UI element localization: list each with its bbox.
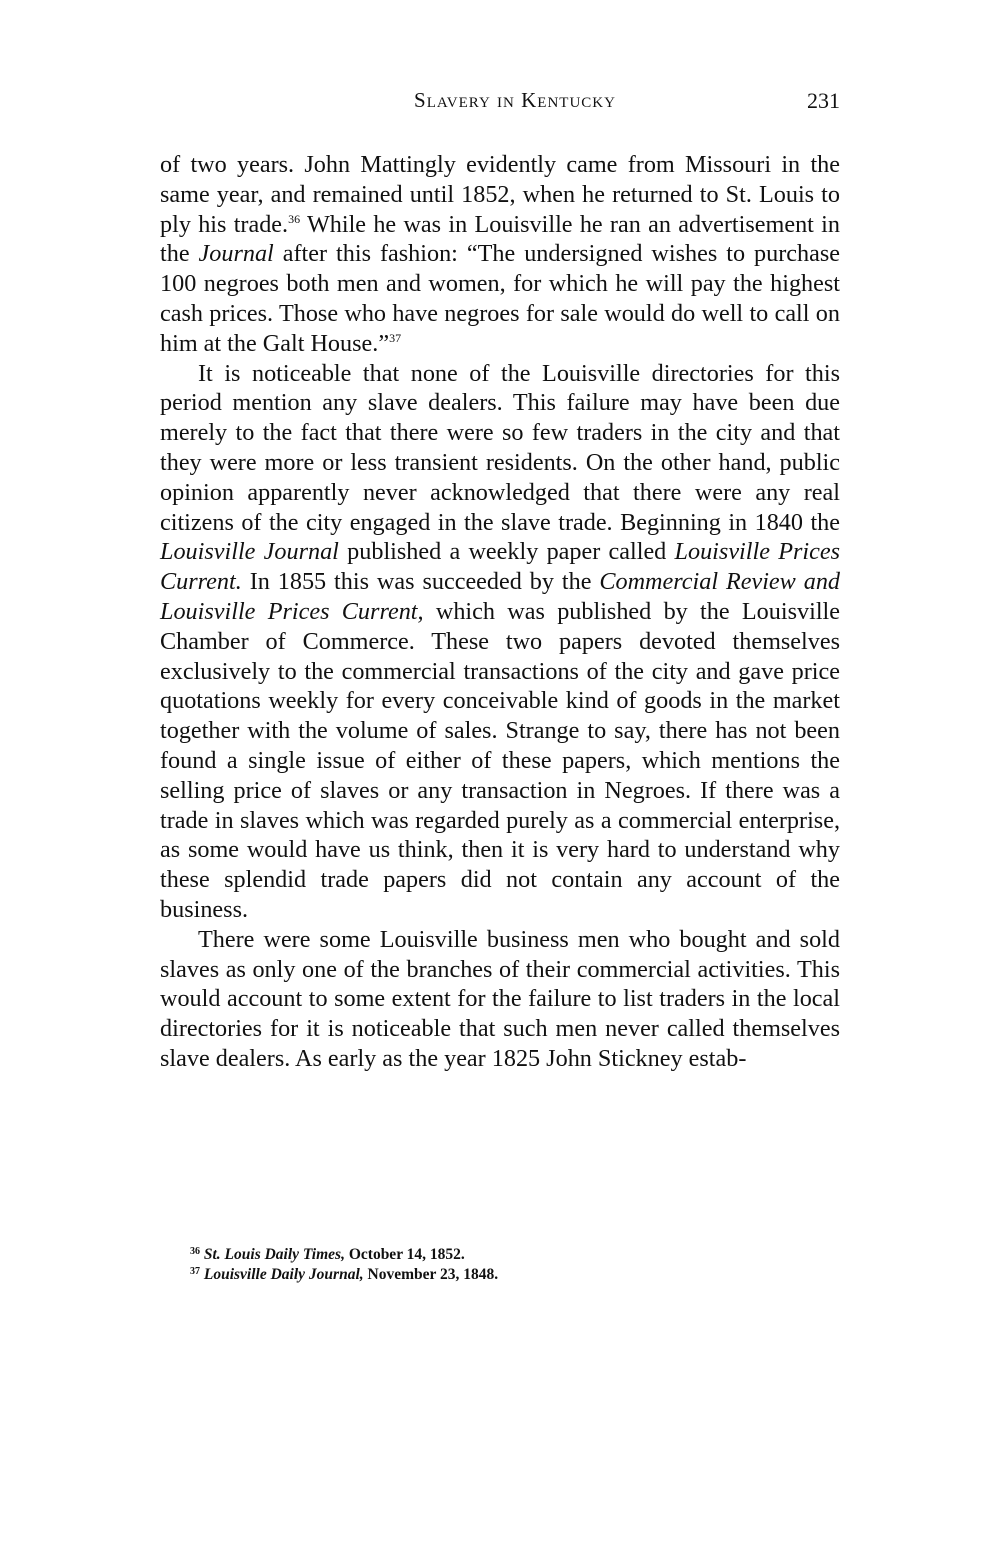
- footnote-date: November 23, 1848.: [363, 1266, 499, 1283]
- text-run: In 1855 this was succeeded by the: [241, 568, 600, 596]
- body-text: [160, 150, 840, 1074]
- footnote-number: 37: [190, 1266, 200, 1277]
- text-run: which was published by the Louisville Chamber of Commerce. These two papers devoted themselves exclusively to the commercial transactions of the city and gave price quotations weekly for every conceivable kind of goods in the market together with the volume of sales. Strange to say, there has not been found a single issue of either of these papers, which mentions the selling price of slaves or any transaction in Negroes. If there was a trade in slaves which was regarded purely as a commercial enterprise, as some would have us think, then it is very hard to understand why these splendid trade papers did not contain any account of the business.: [160, 597, 840, 923]
- footnote-date: October 14, 1852.: [344, 1246, 465, 1263]
- footnote: [190, 1265, 840, 1285]
- text-run: published a weekly paper called: [338, 538, 675, 566]
- paragraph: [160, 150, 840, 359]
- footnotes: [190, 1245, 840, 1285]
- footnote-source: Louisville Daily Journal,: [200, 1266, 364, 1283]
- footnote: [190, 1245, 840, 1265]
- text-run: While he was in Louisville he ran an advertisement in the: [160, 210, 840, 268]
- footnote-number: 36: [190, 1246, 200, 1257]
- footnote-ref: 37: [389, 330, 402, 345]
- running-title: Slavery in Kentucky: [414, 88, 616, 112]
- text-run: after this fashion: “The undersigned wishes to purchase 100 negroes both men and women, for which he will pay the highest cash prices. Those who have negroes for sale would do well to call on him at the Galt House.”: [160, 240, 840, 357]
- footnote-source: St. Louis Daily Times,: [200, 1246, 345, 1263]
- italic-title: Louisville Journal: [160, 538, 339, 566]
- page-number: 231: [807, 88, 840, 113]
- italic-title: Commercial Review and Louisville Prices Current,: [160, 568, 841, 625]
- page-header: [160, 88, 840, 118]
- text-run: of two years. John Mattingly evidently came from Missouri in the same year, and remained until 1852, when he returned to St. Louis to ply his trade.: [160, 151, 840, 238]
- footnote-ref: 36: [288, 211, 301, 226]
- italic-title: Louisville Prices Current.: [160, 538, 840, 596]
- italic-title: Journal: [198, 240, 274, 268]
- text-run: There were some Louisville business men who bought and sold slaves as only one of the branches of their commercial activities. This would account to some extent for the failure to list traders in the local directories for it is noticeable that such men never called themselves slave dealers. As early as the year 1825 John Stickney estab-: [160, 925, 840, 1072]
- paragraph: [160, 359, 840, 925]
- text-run: It is noticeable that none of the Louisville directories for this period mention any slave dealers. This failure may have been due merely to the fact that there were so few traders in the city and that they were more or less transient residents. On the other hand, public opinion apparently never acknowledged that there were any real citizens of the city engaged in the slave trade. Beginning in 1840 the: [160, 359, 840, 536]
- paragraph: [160, 925, 840, 1074]
